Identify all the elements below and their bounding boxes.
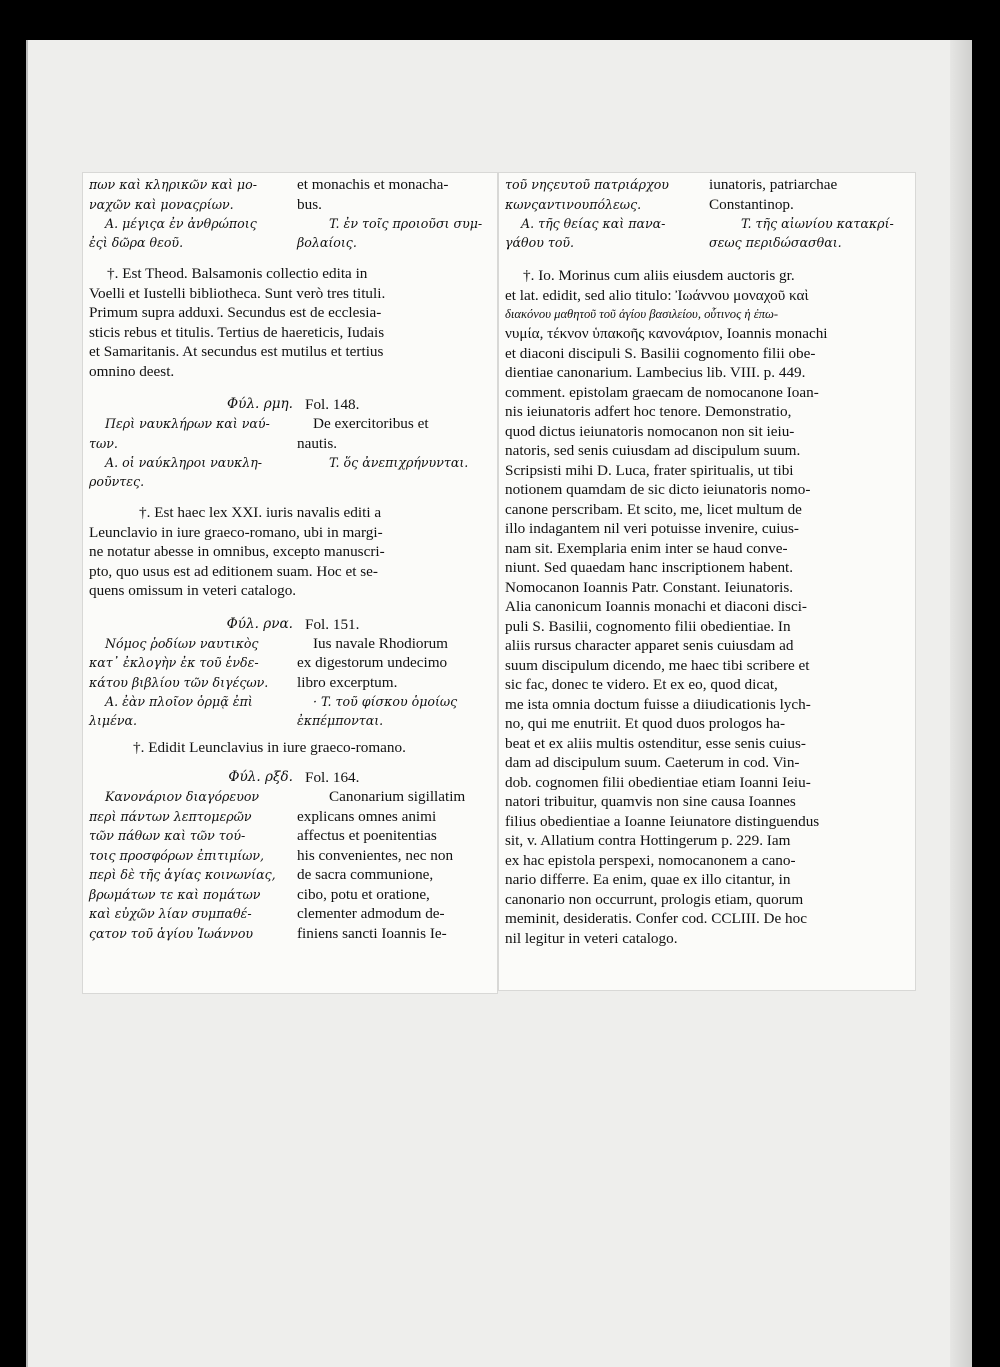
entry-row: τοῦ νηςευτοῦ πατριάρχου iunatoris, patriarchae	[505, 176, 838, 193]
greek-line: ἐςὶ δῶρα θεοῦ.	[89, 235, 184, 250]
entry-row: Α. οἱ ναύκληροι ναυκλη- T. ὅς ἀνεπιχρήνυνται.	[105, 455, 469, 471]
entry-row	[89, 214, 491, 233]
entry-row: βρωμάτων τε καὶ πομάτων cibo, potu et oratione,	[89, 885, 430, 903]
entry-row: Α. τῆς θείας καὶ πανα- T. τῆς αἰωνίου κατακρί-	[521, 216, 894, 231]
entry-row: ςατον τοῦ ἁγίου Ἰωάννου finiens sancti Ioannis Ie-	[89, 924, 447, 942]
page-edge-shadow	[950, 40, 972, 1367]
entry-row: κατ᾽ ἐκλογὴν ἐκ τοῦ ἑνδε- ex digestorum undecimo	[89, 654, 448, 672]
folio-heading-164: Φύλ. ρξδ. Fol. 164.	[228, 768, 360, 786]
entry-row: Περὶ ναυκλήρων καὶ ναύ- De exercitoribus et	[105, 415, 429, 433]
scanned-page	[26, 40, 972, 1367]
folio-heading-151: Φύλ. ρνα. Fol. 151.	[226, 615, 360, 633]
entry-row: λιμένα. ἐκπέμπονται.	[89, 713, 384, 729]
entry-row: Νόμος ῥοδίων ναυτικὸς Ius navale Rhodiorum	[105, 634, 448, 652]
entry-row: Κανονάριον διαγόρευον Canonarium sigillatim	[105, 788, 466, 806]
greek-line: Α. μέγιςα ἐν ἀνθρώποις	[105, 216, 257, 231]
entry-row: καὶ εὐχῶν λίαν συμπαθέ- clementer admodum de-	[89, 905, 445, 923]
note-balsamon: †. Est Theod. Balsamonis collectio edita in Voelli et Iustelli bibliotheca. Sunt verò tres tituli. Primum supra adduxi. Secundus est de ecclesia- sticis rebus et titulis. Tertius de haereticis, Iudais et Samaritanis. At secundus est mutilus et tertius omnino deest.	[89, 265, 386, 380]
entry-row: κάτου βιβλίου τῶν διγέςων. libro excerptum.	[89, 673, 398, 691]
note-lex-xxi: †. Est haec lex XXI. iuris navalis editi a Leunclavio in iure graeco-romano, ubi in margi- ne notatur abesse in omnibus, excepto manuscri- pto, quo usus est ad editionem suam. Hoc et se- quens omissum in veteri catalogo.	[89, 504, 385, 600]
note-morinus: †. Io. Morinus cum aliis eiusdem auctoris gr. et lat. edidit, sed alio titulo: Ἰωάννου μοναχοῦ καὶ διακόνου μαθητοῦ τοῦ ἁγίου βασιλείου, οὗτινος ἡ ἐπω- νυμία, τέκνον ὑπακοῆς κανονάριον, Ioannis monachi et diaconi discipuli S. Basilii cognomento filii obe- dientiae canonarium. Lambecius lib. VIII. p. 449. comment. epistolam graecam de nomocanone Ioan- nis ieiunatoris adfert hoc tenore. Demonstratio, quod dictus ieiunatoris nomocanon non sit ieiu- natoris, sed senis cuiusdam ad discipulum suum. Scripsisti mihi D. Luca, frater spiritualis, ut tibi notionem quamdam de sic dicto ieiunatoris nomo- canone perscribam. Et scito, me, licet multum de illo indagantem nil veri potuisse invenire, cuius- nam sit. Exemplaria enim inter se haud conve- niunt. Sed quaedam hanc inscriptionem habent. Nomocanon Ioannis Patr. Constant. Ieiunatoris. Alia canonicum Ioannis monachi et diaconi disci- puli S. Basilii, cognomento filii obedientiae. In aliis rursus character apparet senis cuiusdam ad suum discipulum dicendo, me haec tibi scribere et sic fac, donec te videro. Et ex eo, quod dicat, me ista omnia doctum fuisse a diiudicationis lych- no, qui me enutriit. Et quod duos prologos ha- beat et ex aliis multis ostenditur, esse senis cuius- dam ad discipulum suum. Caeterum in cod. Vin- dob. cognomen filii obedientiae etiam Ioanni Ieiu- natori tribuitur, quamvis non sine causa Ioannes filius obedientiae a Ioanne Ieiunatore distinguendus sit, v. Allatium contra Hottingerum p. 229. Iam ex hac epistola perspexi, nomocanonem a cano- nario differre. Ea enim, quae ex illo citantur, in canonario non occurrunt, prologis etiam, quorum meminit, desideratis. Confer cod. CCLIII. De hoc nil legitur in veteri catalogo.	[505, 267, 828, 947]
latin-line: et monachis et monacha-	[297, 176, 449, 193]
entry-row: περὶ δὲ τῆς ἁγίας κοινωνίας, de sacra communione,	[89, 866, 434, 884]
greek-line: πων καὶ κληρικῶν καὶ μο-	[89, 177, 257, 192]
entry-row	[89, 175, 491, 195]
greek-line: ναχῶν καὶ μοναςρίων.	[89, 196, 234, 212]
latin-line: T. ἐν τοῖς προιοῦσι συμ-	[329, 216, 483, 231]
entry-row: τοις προσφόρων ἐπιτιμίων, his convenientes, nec non	[89, 846, 454, 864]
latin-line: βολαίοις.	[297, 235, 357, 250]
entry-row: τῶν πάθων καὶ τῶν τού- affectus et poenitentias	[89, 827, 437, 845]
right-clipping	[499, 173, 915, 990]
note-leunclavius: †. Edidit Leunclavius in iure graeco-romano.	[133, 739, 406, 757]
entry-row: κωνςαντινουπόλεως. Constantinop.	[505, 195, 794, 213]
latin-line: bus.	[297, 195, 322, 213]
entry-row: των. nautis.	[89, 434, 338, 452]
entry-row: ροῦντες.	[89, 474, 145, 490]
entry-row: περὶ πάντων λεπτομερῶν explicans omnes animi	[89, 807, 437, 825]
entry-row	[89, 195, 491, 215]
folio-heading-148: Φύλ. ρμη. Fol. 148.	[227, 396, 360, 413]
entry-row: γάθου τοῦ. σεως περιδώσασθαι.	[505, 235, 842, 250]
entry-row	[89, 233, 491, 252]
entry-row: Α. ἐὰν πλοῖον ὁρμᾷ ἐπὶ · T. τοῦ φίσκου ὁμοίως	[105, 694, 458, 710]
left-clipping	[83, 173, 497, 993]
